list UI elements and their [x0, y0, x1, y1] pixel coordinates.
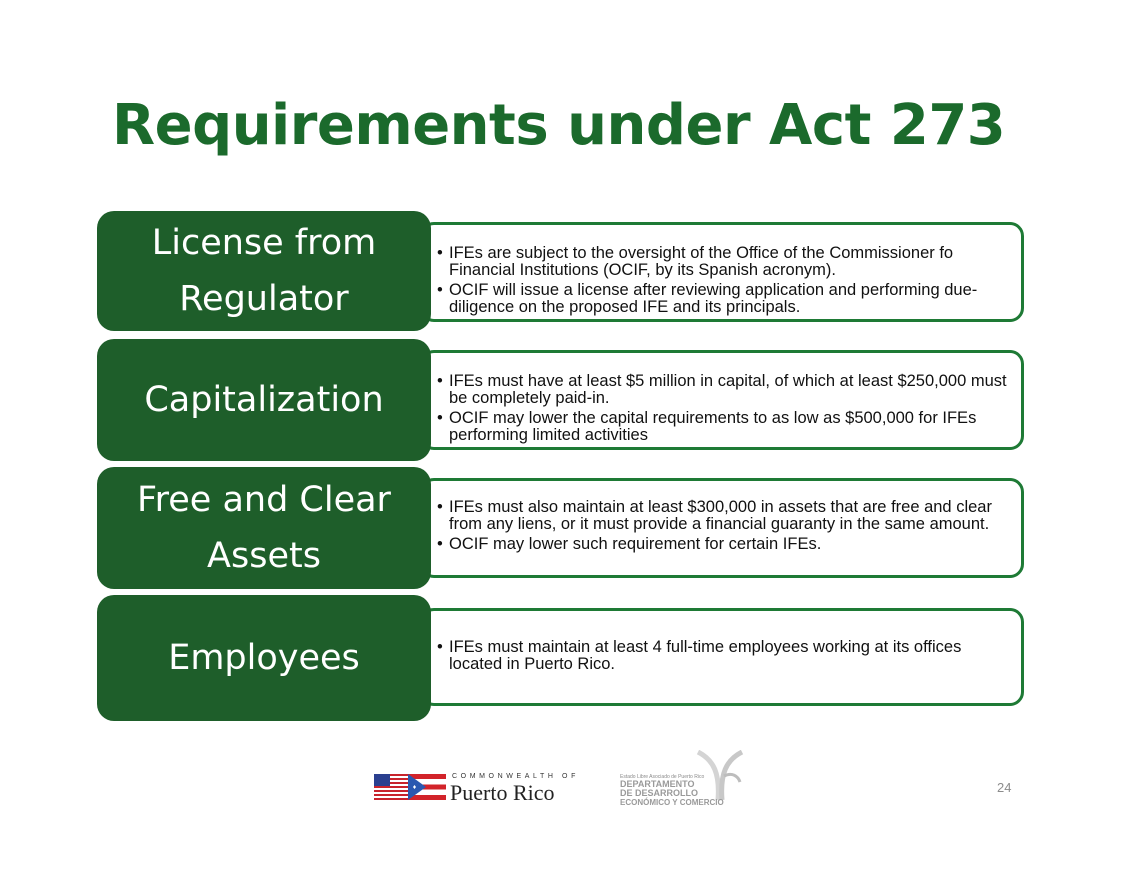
ddec-line: DEPARTAMENTO	[620, 779, 695, 789]
bullet-item: • IFEs must have at least $5 million in capital, of which at least $250,000 must be completely paid-in.	[435, 373, 1009, 407]
bullet-list	[435, 499, 1009, 553]
requirement-detail	[420, 222, 1024, 322]
bullet-item: • IFEs must also maintain at least $300,000 in assets that are free and clear from any liens, or it must provide a financial guaranty in the same amount.	[435, 499, 1009, 533]
puerto-rico-flag-icon	[374, 774, 446, 800]
bullet-item: • OCIF may lower the capital requirements to as low as $500,000 for IFEs performing limited activities	[435, 410, 1009, 444]
bullet-list	[435, 639, 1009, 673]
ddec-caption: Estado Libre Asociado de Puerto Rico	[620, 774, 705, 780]
ddec-line: DE DESARROLLO	[620, 788, 699, 798]
requirement-row-assets	[98, 468, 1024, 588]
slide-footer	[0, 750, 1128, 820]
bullet-item: • IFEs are subject to the oversight of the Office of the Commissioner fo Financial Institutions (OCIF, by its Spanish acronym).	[435, 245, 1009, 279]
requirement-detail	[420, 350, 1024, 450]
page-number: 24	[997, 780, 1012, 795]
bullet-item: • OCIF will issue a license after reviewing application and performing due-diligence on the proposed IFE and its principals.	[435, 282, 1009, 316]
requirement-label: License from Regulator	[98, 212, 430, 330]
bullet-list	[435, 245, 1009, 316]
requirement-detail	[420, 478, 1024, 578]
requirement-row-employees	[98, 596, 1024, 720]
bullet-list	[435, 373, 1009, 444]
ddec-line: ECONÓMICO Y COMERCIO	[620, 798, 724, 807]
requirement-detail	[420, 608, 1024, 706]
requirement-label: Employees	[98, 596, 430, 720]
commonwealth-caption: COMMONWEALTH OF	[452, 773, 579, 780]
requirement-row-capitalization	[98, 340, 1024, 460]
requirement-row-license	[98, 212, 1024, 332]
requirement-label: Capitalization	[98, 340, 430, 460]
bullet-item: • IFEs must maintain at least 4 full-time employees working at its offices located in Puerto Rico.	[435, 639, 1009, 673]
bullet-item: • OCIF may lower such requirement for certain IFEs.	[435, 536, 1009, 553]
requirement-label: Free and Clear Assets	[98, 468, 430, 588]
slide-title: Requirements under Act 273	[112, 93, 1006, 158]
puerto-rico-wordmark: Puerto Rico	[450, 780, 555, 805]
